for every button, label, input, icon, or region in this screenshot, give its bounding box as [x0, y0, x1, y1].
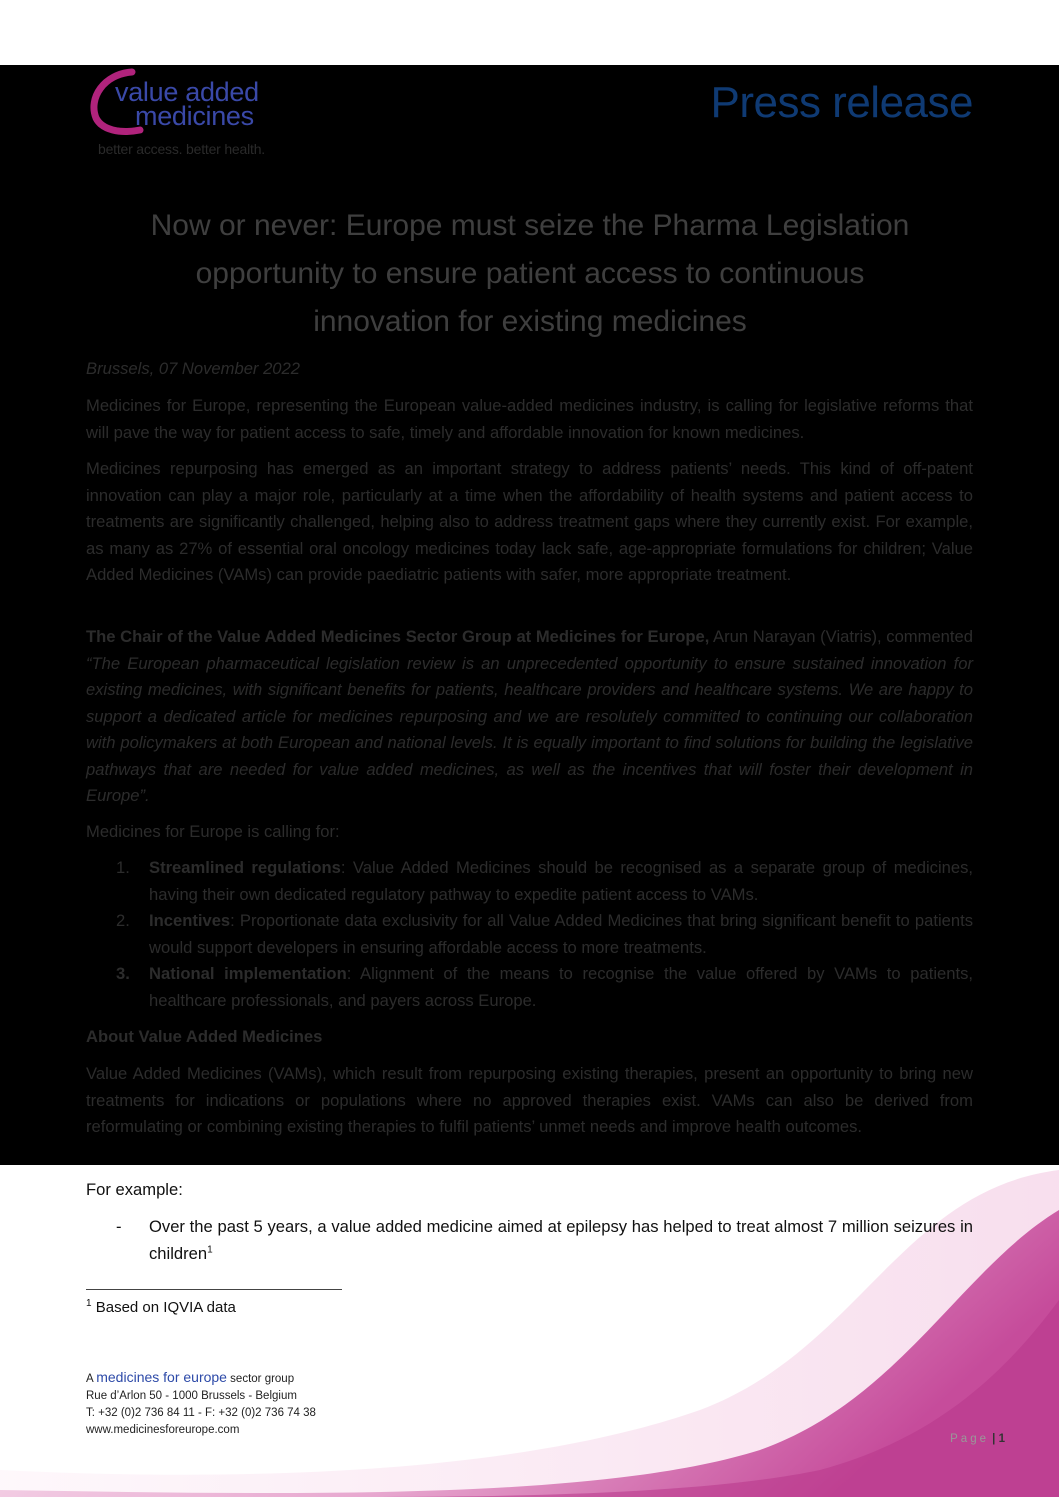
example-list: [86, 1214, 973, 1267]
page-number: [950, 1433, 1005, 1445]
quote-attribution: Arun Narayan (Viatris), commented: [709, 627, 973, 646]
list-item-number: 2.: [116, 911, 130, 930]
page-label: Page: [950, 1433, 989, 1445]
paragraph-intro: [86, 393, 973, 446]
quote-attribution-bold: The Chair of the Value Added Medicines Sector Group at Medicines for Europe,: [86, 627, 710, 646]
demands-list: [86, 855, 973, 1014]
calling-for: [86, 819, 973, 846]
footnote-reference: 1: [207, 1243, 213, 1255]
footnote: [86, 1299, 236, 1316]
footer-street: Rue d’Arlon 50 - 1000 Brussels - Belgium: [86, 1390, 297, 1402]
paragraph-intro-text: Medicines for Europe, representing the European value-added medicines industry, is calling for legislative reforms that will pave the way for patient access to safe, timely and affordable innovation for known medicines.: [86, 396, 973, 442]
list-item-bullet: -: [116, 1217, 122, 1236]
calling-for-text: Medicines for Europe is calling for:: [86, 822, 340, 841]
logo-wordmark: [115, 77, 259, 131]
list-item-number: 1.: [116, 858, 130, 877]
headline-line-2: opportunity to ensure patient access to continuous: [195, 257, 865, 290]
footer-website: www.medicinesforeurope.com: [86, 1424, 240, 1436]
list-item-title: Streamlined regulations: [149, 858, 341, 877]
list-item: [86, 1214, 973, 1267]
list-item-text: : Proportionate data exclusivity for all Value Added Medicines that bring significant benefit to patients would support developers in ensuring affordable access to more treatments.: [149, 911, 973, 957]
list-item: [86, 855, 973, 908]
dateline: [86, 356, 973, 383]
paragraph-repurposing: [86, 456, 973, 589]
for-example: [86, 1177, 973, 1204]
footer-address: [86, 1369, 316, 1439]
dateline-text: Brussels, 07 November 2022: [86, 359, 300, 378]
headline: [110, 202, 950, 346]
about-paragraph: [86, 1061, 973, 1141]
paragraph-repurposing-text: Medicines repurposing has emerged as an important strategy to address patients’ needs. This kind of off-patent innovation can play a major role, particularly at a time when the affordability of health systems and patient access to treatments are significantly challenged, helping also to address treatment gaps where they currently exist. For example, as many as 27% of essential oral oncology medicines today lack safe, age-appropriate formulations for children; Value Added Medicines (VAMs) can provide paediatric patients with safer, more appropriate treatment.: [86, 459, 973, 584]
page-number-value: 1: [998, 1433, 1005, 1445]
list-item-number: 3.: [116, 964, 130, 983]
about-paragraph-text: Value Added Medicines (VAMs), which result from repurposing existing therapies, present an opportunity to bring new treatments for indications or populations where no approved therapies exist. VAMs can also be derived from reformulating or combining existing therapies to fulfil patients’ unmet needs and improve health outcomes.: [86, 1064, 973, 1136]
headline-line-3: innovation for existing medicines: [313, 305, 747, 338]
quote-text: “The European pharmaceutical legislation review is an unprecedented opportunity to ensure sustained innovation for existing medicines, with significant benefits for patients, healthcare providers and healthcare systems. We are happy to support a dedicated article for medicines repurposing and we are resolutely committed to continuing our collaboration with policymakers at both European and national levels. It is equally important to find solutions for building the legislative pathways that are needed for value added medicines, as well as the incentives that will foster their development in Europe”.: [86, 653, 973, 805]
page-separator: |: [988, 1433, 999, 1445]
document-type-label: Press release: [710, 78, 973, 127]
list-item: [86, 961, 973, 1014]
about-heading-text: About Value Added Medicines: [86, 1027, 323, 1046]
headline-line-1: Now or never: Europe must seize the Pharma Legislation: [150, 209, 910, 242]
list-item-text: Over the past 5 years, a value added medicine aimed at epilepsy has helped to treat almost 7 million seizures in children: [149, 1217, 973, 1263]
footnote-divider: [86, 1289, 342, 1290]
list-item-title: National implementation: [149, 964, 347, 983]
about-heading: [86, 1024, 973, 1051]
list-item-text: : Value Added Medicines should be recognised as a separate group of medicines, having their own dedicated regulatory pathway to expedite patient access to VAMs.: [149, 858, 974, 904]
list-item: [86, 908, 973, 961]
footer-phone: T: +32 (0)2 736 84 11 - F: +32 (0)2 736 74 38: [86, 1407, 316, 1419]
footer-org-name: medicines for europe: [96, 1369, 227, 1385]
footnote-number: 1: [86, 1298, 92, 1309]
list-item-title: Incentives: [149, 911, 231, 930]
list-item-text: : Alignment of the means to recognise the value offered by VAMs to patients, healthcare professionals, and payers across Europe.: [149, 964, 973, 1010]
for-example-text: For example:: [86, 1180, 183, 1199]
logo-line-1: value added: [115, 77, 259, 107]
footer-suffix: sector group: [226, 1373, 295, 1385]
logo-tagline: better access. better health.: [98, 141, 265, 157]
footer-prefix: A: [86, 1373, 97, 1385]
logo-line-2: medicines: [135, 101, 254, 131]
footnote-text: Based on IQVIA data: [91, 1299, 236, 1316]
paragraph-quote: [86, 624, 973, 810]
